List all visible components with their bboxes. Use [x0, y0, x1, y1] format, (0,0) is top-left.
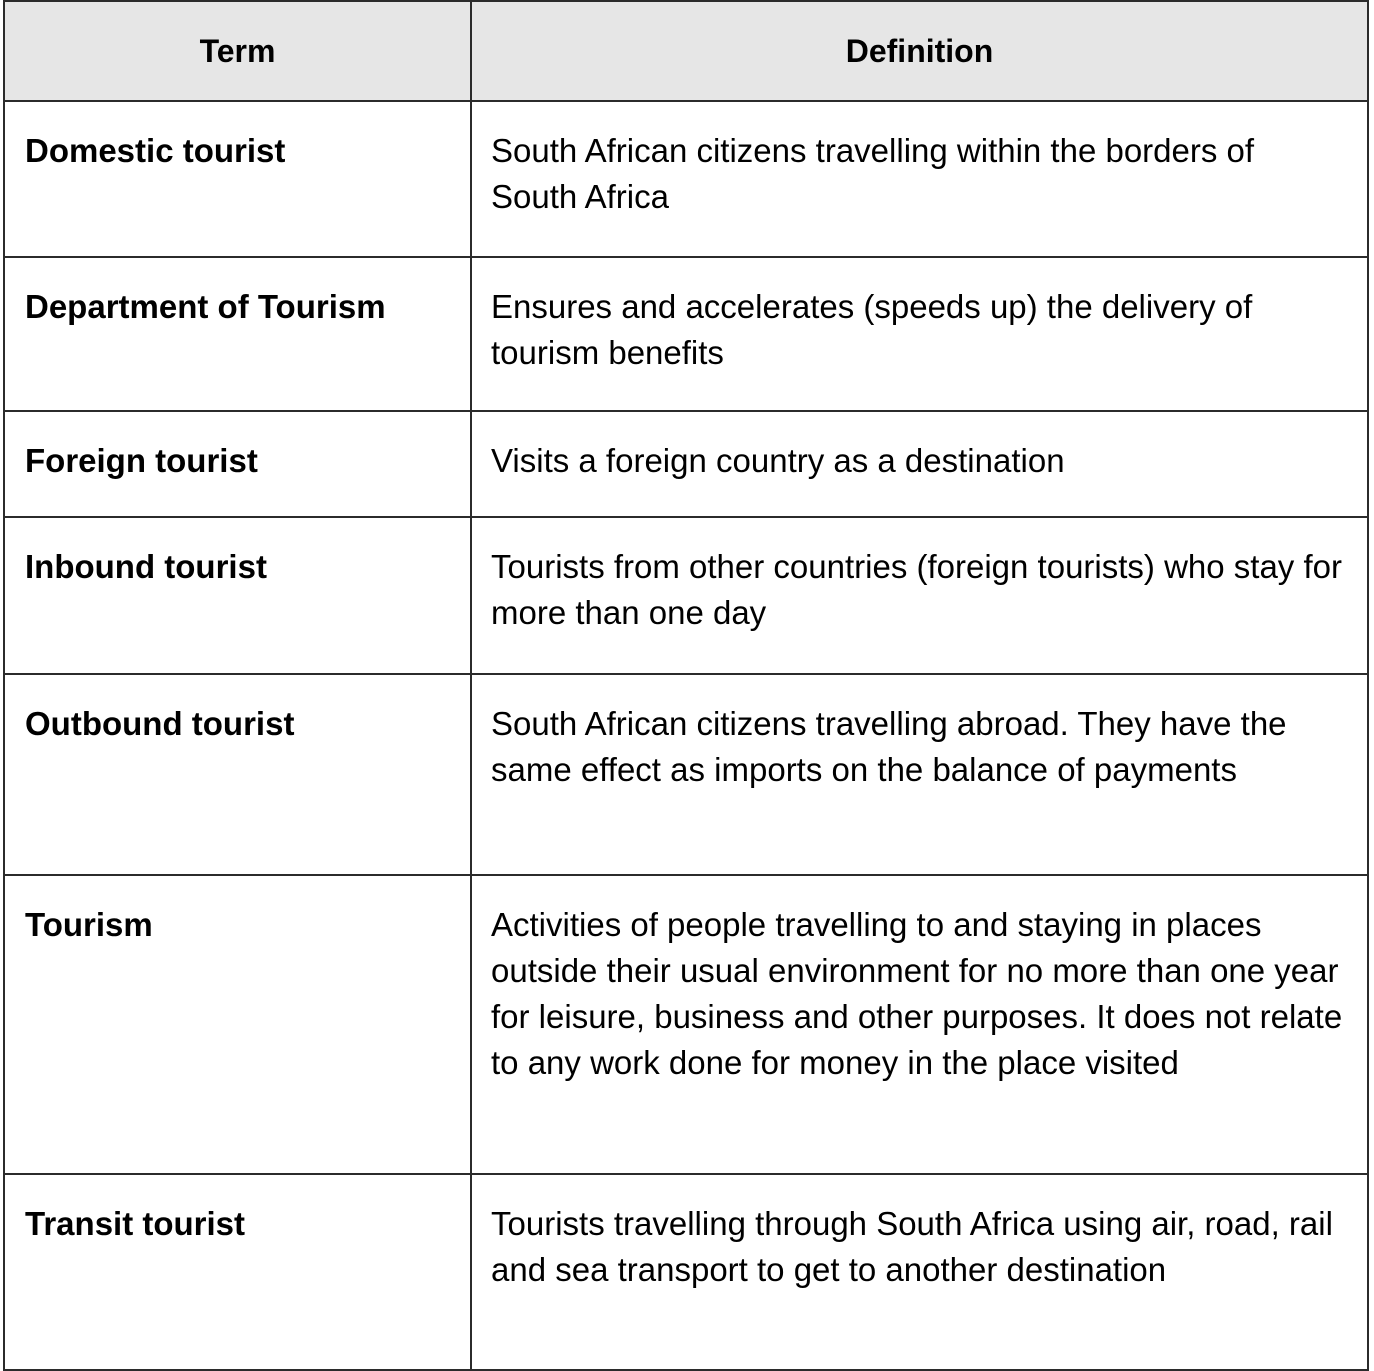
- term-cell: Department of Tourism: [4, 257, 471, 411]
- term-cell: Domestic tourist: [4, 101, 471, 257]
- table-row: [4, 101, 1368, 257]
- definition-column-header: Definition: [471, 1, 1368, 101]
- table-row: [4, 1174, 1368, 1370]
- definition-cell: South African citizens travelling abroad. They have the same effect as imports on the balance of payments: [471, 674, 1368, 875]
- table-row: [4, 257, 1368, 411]
- term-cell: Outbound tourist: [4, 674, 471, 875]
- table-row: [4, 875, 1368, 1174]
- definition-cell: Tourists from other countries (foreign tourists) who stay for more than one day: [471, 517, 1368, 674]
- term-column-header: Term: [4, 1, 471, 101]
- header-row: [4, 1, 1368, 101]
- term-cell: Foreign tourist: [4, 411, 471, 517]
- term-cell: Tourism: [4, 875, 471, 1174]
- table-row: [4, 411, 1368, 517]
- term-cell: Transit tourist: [4, 1174, 471, 1370]
- definition-cell: Ensures and accelerates (speeds up) the delivery of tourism benefits: [471, 257, 1368, 411]
- definition-cell: South African citizens travelling within the borders of South Africa: [471, 101, 1368, 257]
- glossary-table: [3, 0, 1369, 1371]
- definition-cell: Activities of people travelling to and staying in places outside their usual environment for no more than one year for leisure, business and other purposes. It does not relate to any work done for money in the place visited: [471, 875, 1368, 1174]
- term-cell: Inbound tourist: [4, 517, 471, 674]
- definition-cell: Tourists travelling through South Africa using air, road, rail and sea transport to get to another destination: [471, 1174, 1368, 1370]
- table-row: [4, 674, 1368, 875]
- definition-cell: Visits a foreign country as a destination: [471, 411, 1368, 517]
- table-row: [4, 517, 1368, 674]
